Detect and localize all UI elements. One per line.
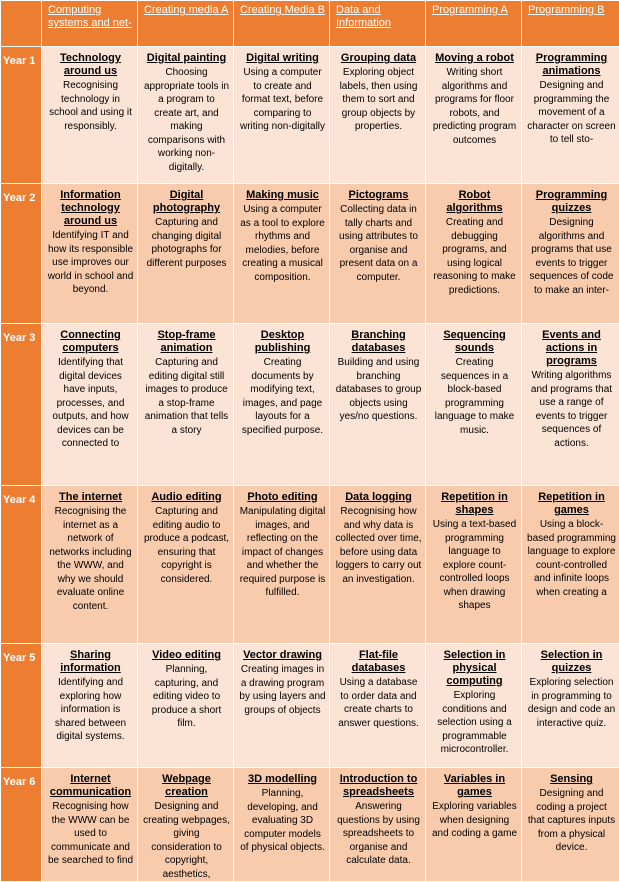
unit-cell bbox=[42, 324, 138, 486]
unit-title: Moving a robot bbox=[431, 52, 518, 65]
unit-title: Digital writing bbox=[239, 52, 326, 65]
unit-description: Recognising technology in school and using it responsibly. bbox=[47, 79, 134, 133]
unit-title: Stop-frame animation bbox=[143, 329, 230, 355]
unit-description: Creating documents by modifying text, images, and page layouts for a specified purpose. bbox=[239, 356, 326, 437]
unit-cell bbox=[138, 47, 234, 184]
unit-cell bbox=[330, 644, 426, 768]
unit-title: Making music bbox=[239, 189, 326, 202]
unit-description: Capturing and changing digital photographs for different purposes bbox=[143, 216, 230, 270]
unit-cell bbox=[330, 486, 426, 644]
unit-description: Using a text-based programming language to explore count-controlled loops when drawing shapes bbox=[431, 518, 518, 613]
unit-title: Sharing information bbox=[47, 649, 134, 675]
unit-cell bbox=[522, 486, 619, 644]
unit-cell bbox=[522, 184, 619, 324]
unit-cell bbox=[522, 47, 619, 184]
unit-cell bbox=[234, 184, 330, 324]
unit-description: Capturing and editing audio to produce a podcast, ensuring that copyright is considered. bbox=[143, 505, 230, 586]
unit-description: Designing and coding a project that captures inputs from a physical device. bbox=[527, 787, 616, 855]
unit-cell bbox=[234, 486, 330, 644]
unit-description: Exploring conditions and selection using a programmable microcontroller. bbox=[431, 689, 518, 757]
unit-description: Planning, capturing, and editing video to produce a short film. bbox=[143, 663, 230, 731]
unit-title: 3D modelling bbox=[239, 773, 326, 786]
unit-description: Creating sequences in a block-based programming language to make music. bbox=[431, 356, 518, 437]
header-corner bbox=[1, 1, 42, 47]
unit-description: Identifying that digital devices have inputs, processes, and outputs, and how devices can be connected to bbox=[47, 356, 134, 451]
unit-description: Using a database to order data and create charts to answer questions. bbox=[335, 676, 422, 730]
unit-cell bbox=[42, 184, 138, 324]
unit-title: Selection in quizzes bbox=[527, 649, 616, 675]
unit-title: Variables in games bbox=[431, 773, 518, 799]
unit-cell bbox=[42, 47, 138, 184]
unit-cell bbox=[42, 768, 138, 882]
year-row bbox=[1, 768, 619, 882]
unit-title: Connecting computers bbox=[47, 329, 134, 355]
unit-cell bbox=[138, 768, 234, 882]
unit-cell bbox=[234, 768, 330, 882]
unit-title: Technology around us bbox=[47, 52, 134, 78]
year-label: Year 4 bbox=[1, 486, 42, 644]
year-row bbox=[1, 47, 619, 184]
unit-cell bbox=[234, 324, 330, 486]
unit-description: Identifying IT and how its responsible use improves our world in school and beyond. bbox=[47, 229, 134, 297]
unit-title: Data logging bbox=[335, 491, 422, 504]
header-creating-media-a: Creating media A bbox=[138, 1, 234, 47]
unit-description: Manipulating digital images, and reflecting on the impact of changes and whether the required purpose is fulfilled. bbox=[239, 505, 326, 600]
unit-cell bbox=[426, 768, 522, 882]
year-row bbox=[1, 324, 619, 486]
unit-description: Choosing appropriate tools in a program to create art, and making comparisons with working non-digitally. bbox=[143, 66, 230, 174]
unit-title: Digital painting bbox=[143, 52, 230, 65]
unit-description: Recognising how the WWW can be used to communicate and be searched to find bbox=[47, 800, 134, 868]
unit-description: Exploring selection in programming to design and code an interactive quiz. bbox=[527, 676, 616, 730]
unit-cell bbox=[426, 486, 522, 644]
unit-cell bbox=[426, 47, 522, 184]
unit-cell bbox=[138, 486, 234, 644]
header-computing-systems: Computing systems and net- bbox=[42, 1, 138, 47]
unit-description: Planning, developing, and evaluating 3D computer models of physical objects. bbox=[239, 787, 326, 855]
unit-description: Using a computer to create and format text, before comparing to writing non-digitally bbox=[239, 66, 326, 134]
unit-cell bbox=[138, 324, 234, 486]
header-programming-b: Programming B bbox=[522, 1, 619, 47]
header-data-information: Data and Information bbox=[330, 1, 426, 47]
year-row bbox=[1, 644, 619, 768]
unit-description: Writing short algorithms and programs for floor robots, and predicting program outcomes bbox=[431, 66, 518, 147]
unit-cell bbox=[234, 644, 330, 768]
unit-cell bbox=[522, 768, 619, 882]
unit-title: Sequencing sounds bbox=[431, 329, 518, 355]
unit-cell bbox=[138, 644, 234, 768]
unit-description: Using a block-based programming language to explore count-controlled and infinite loops when creating a bbox=[527, 518, 616, 599]
unit-description: Creating images in a drawing program by using layers and groups of objects bbox=[239, 663, 326, 717]
unit-title: Sensing bbox=[527, 773, 616, 786]
unit-title: Grouping data bbox=[335, 52, 422, 65]
unit-description: Recognising how and why data is collected over time, before using data loggers to carry out an investigation. bbox=[335, 505, 422, 586]
unit-description: Creating and debugging programs, and using logical reasoning to make predictions. bbox=[431, 216, 518, 297]
unit-description: Exploring object labels, then using them to sort and group objects by properties. bbox=[335, 66, 422, 134]
unit-title: Robot algorithms bbox=[431, 189, 518, 215]
unit-description: Recognising the internet as a network of networks including the WWW, and why we should evaluate online content. bbox=[47, 505, 134, 613]
unit-title: Introduction to spreadsheets bbox=[335, 773, 422, 799]
unit-cell bbox=[42, 486, 138, 644]
unit-cell bbox=[330, 768, 426, 882]
unit-cell bbox=[426, 324, 522, 486]
unit-cell bbox=[426, 184, 522, 324]
unit-cell bbox=[138, 184, 234, 324]
year-label: Year 2 bbox=[1, 184, 42, 324]
unit-title: Video editing bbox=[143, 649, 230, 662]
year-label: Year 6 bbox=[1, 768, 42, 882]
unit-cell bbox=[522, 324, 619, 486]
unit-cell bbox=[330, 324, 426, 486]
unit-title: Repetition in shapes bbox=[431, 491, 518, 517]
year-label: Year 3 bbox=[1, 324, 42, 486]
unit-description: Using a computer as a tool to explore rhythms and melodies, before creating a musical composition. bbox=[239, 203, 326, 284]
unit-title: Events and actions in programs bbox=[527, 329, 616, 368]
unit-cell bbox=[522, 644, 619, 768]
unit-description: Answering questions by using spreadsheets to organise and calculate data. bbox=[335, 800, 422, 868]
unit-cell bbox=[330, 184, 426, 324]
unit-description: Designing algorithms and programs that use events to trigger sequences of code to make an inter- bbox=[527, 216, 616, 297]
unit-title: Information technology around us bbox=[47, 189, 134, 228]
header-row bbox=[1, 1, 619, 47]
unit-title: Programming quizzes bbox=[527, 189, 616, 215]
unit-description: Collecting data in tally charts and using attributes to organise and present data on a computer. bbox=[335, 203, 422, 284]
unit-title: Flat-file databases bbox=[335, 649, 422, 675]
unit-description: Identifying and exploring how information is shared between digital systems. bbox=[47, 676, 134, 744]
unit-description: Capturing and editing digital still images to produce a stop-frame animation that tells a story bbox=[143, 356, 230, 437]
unit-description: Designing and programming the movement of a character on screen to tell sto- bbox=[527, 79, 616, 147]
unit-title: The internet bbox=[47, 491, 134, 504]
unit-description: Building and using branching databases to group objects using yes/no questions. bbox=[335, 356, 422, 424]
unit-title: Vector drawing bbox=[239, 649, 326, 662]
unit-cell bbox=[42, 644, 138, 768]
unit-cell bbox=[330, 47, 426, 184]
unit-title: Desktop publishing bbox=[239, 329, 326, 355]
year-row bbox=[1, 184, 619, 324]
unit-description: Exploring variables when designing and coding a game bbox=[431, 800, 518, 841]
header-creating-media-b: Creating Media B bbox=[234, 1, 330, 47]
unit-title: Pictograms bbox=[335, 189, 422, 202]
unit-cell bbox=[234, 47, 330, 184]
unit-description: Designing and creating webpages, giving consideration to copyright, aesthetics, bbox=[143, 800, 230, 881]
unit-title: Digital photography bbox=[143, 189, 230, 215]
unit-title: Webpage creation bbox=[143, 773, 230, 799]
unit-title: Selection in physical computing bbox=[431, 649, 518, 688]
header-programming-a: Programming A bbox=[426, 1, 522, 47]
unit-title: Audio editing bbox=[143, 491, 230, 504]
unit-description: Writing algorithms and programs that use a range of events to trigger sequences of actions. bbox=[527, 369, 616, 450]
unit-title: Photo editing bbox=[239, 491, 326, 504]
unit-title: Repetition in games bbox=[527, 491, 616, 517]
year-label: Year 5 bbox=[1, 644, 42, 768]
unit-cell bbox=[426, 644, 522, 768]
unit-title: Branching databases bbox=[335, 329, 422, 355]
year-label: Year 1 bbox=[1, 47, 42, 184]
unit-title: Internet communication bbox=[47, 773, 134, 799]
unit-title: Programming animations bbox=[527, 52, 616, 78]
year-row bbox=[1, 486, 619, 644]
